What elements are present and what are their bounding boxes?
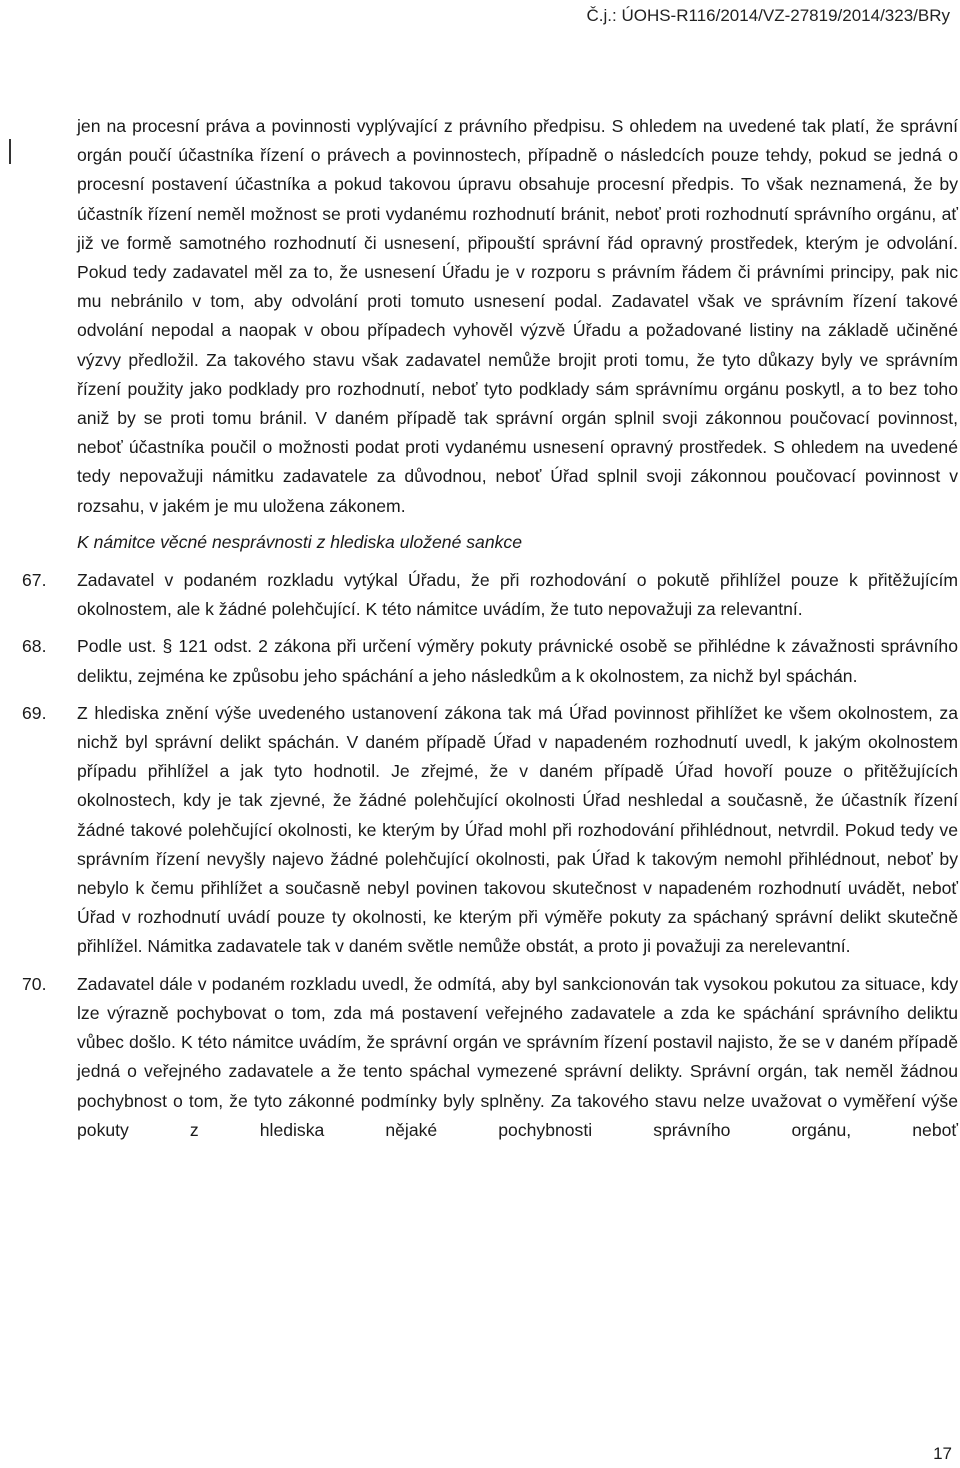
paragraph-number: 68. (22, 636, 47, 657)
paragraph-text: Zadavatel dále v podaném rozkladu uvedl, že odmítá, aby byl sankcionován tak vysokou pokutou za situace, kdy lze výrazně pochybovat o tom, zda má postavení veřejného zadavatele a zda ke spáchání správního deliktu vůbec došlo. K této námitce uvádím, že správní orgán ve správním řízení postavil najisto, že se v daném případě jedná o veřejného zadavatele a že tento spáchal vymezené správní delikty. Správní orgán, tak neměl žádnou pochybnost o tom, že tyto zákonné podmínky byly splněny. Za takového stavu nelze uvažovat o vyměření výše pokuty z hlediska nějaké pochybnosti správního orgánu, neboť (77, 973, 958, 1140)
numbered-paragraph-68 (0, 632, 960, 690)
document-reference: Č.j.: ÚOHS-R116/2014/VZ-27819/2014/323/BRy (586, 6, 950, 25)
paragraph-number: 67. (22, 570, 47, 591)
paragraph-text: Z hlediska znění výše uvedeného ustanovení zákona tak má Úřad povinnost přihlížet ke všem okolnostem, za nichž byl správní delikt spáchán. V daném případě Úřad v napadeném rozhodnutí uvedl, k jakým okolnostem případu přihlížel a jak tyto hodnotil. Je zřejmé, že v daném případě Úřad hovoří pouze o přitěžujících okolnostech, kdy je tak zjevné, že žádné polehčující okolnosti Úřad neshledal a současně, že účastník řízení žádné takové polehčující okolnosti, ke kterým by Úřad mohl při rozhodování přihlédnout, netvrdil. Pokud tedy ve správním řízení nevyšly najevo žádné polehčující okolnosti, pak Úřad k takovým nemohl přihlédnout, neboť by nebylo k čemu přihlížet a současně nebyl povinen takovou skutečnost v napadeném rozhodnutí uvádět, neboť Úřad v rozhodnutí uvádí pouze ty okolnosti, ke kterým při výměře pokuty za spáchaný správní delikt skutečně přihlížel. Námitka zadavatele tak v daném světle nemůže obstát, a proto ji považuji za nerelevantní. (77, 702, 958, 957)
numbered-paragraph-69 (0, 699, 960, 962)
document-body (0, 112, 960, 1145)
paragraph-number: 69. (22, 702, 47, 723)
paragraph-number: 70. (22, 973, 47, 994)
intro-paragraph: jen na procesní práva a povinnosti vyplývající z právního předpisu. S ohledem na uvedené tak platí, že správní orgán poučí účastníka řízení o právech a povinnostech, případně o následcích pouze tehdy, pokud se jedná o procesní postavení účastníka a pokud takovou úpravu obsahuje procesní předpis. To však neznamená, že by účastník řízení neměl možnost se proti vydanému rozhodnutí bránit, neboť proti rozhodnutí správního orgánu, ať již ve formě samotného rozhodnutí či usnesení, připouští správní řád opravný prostředek, kterým je odvolání. Pokud tedy zadavatel měl za to, že usnesení Úřadu je v rozporu s právním řádem či právními principy, pak nic mu nebránilo v tom, aby odvolání proti tomuto usnesení podal. Zadavatel však ve správním řízení takové odvolání nepodal a naopak v obou případech vyhověl výzvě Úřadu a požadované listiny na základě učiněné výzvy předložil. Za takového stavu však zadavatel nemůže brojit proti tomu, že tyto důkazy byly ve správním řízení použity jako podklady pro rozhodnutí, neboť tyto podklady sám správnímu orgánu poskytl, a to bez toho aniž by se proti tomu bránil. V daném případě tak správní orgán splnil svoji zákonnou poučovací povinnost, neboť účastníka poučil o možnosti podat proti vydanému usnesení opravný prostředek. S ohledem na uvedené tedy nepovažuji námitku zadavatele za důvodnou, neboť Úřad splnil svoji zákonnou poučovací povinnost v rozsahu, v jakém je mu uložena zákonem. (77, 116, 958, 516)
numbered-paragraph-67 (0, 566, 960, 624)
page-number: 17 (933, 1444, 952, 1463)
paragraph-text: Podle ust. § 121 odst. 2 zákona při určení výměry pokuty právnické osobě se přihlédne k závažnosti správního deliktu, zejména ke způsobu jeho spáchání a jeho následkům a k okolnostem, za nichž byl spáchán. (77, 636, 958, 686)
section-heading: K námitce věcné nesprávnosti z hlediska uložené sankce (77, 531, 522, 552)
numbered-paragraph-70 (0, 970, 960, 1145)
paragraph-text: Zadavatel v podaném rozkladu vytýkal Úřadu, že při rozhodování o pokutě přihlížel pouze k přitěžujícím okolnostem, ale k žádné polehčující. K této námitce uvádím, že tuto nepovažuji za relevantní. (77, 570, 958, 620)
